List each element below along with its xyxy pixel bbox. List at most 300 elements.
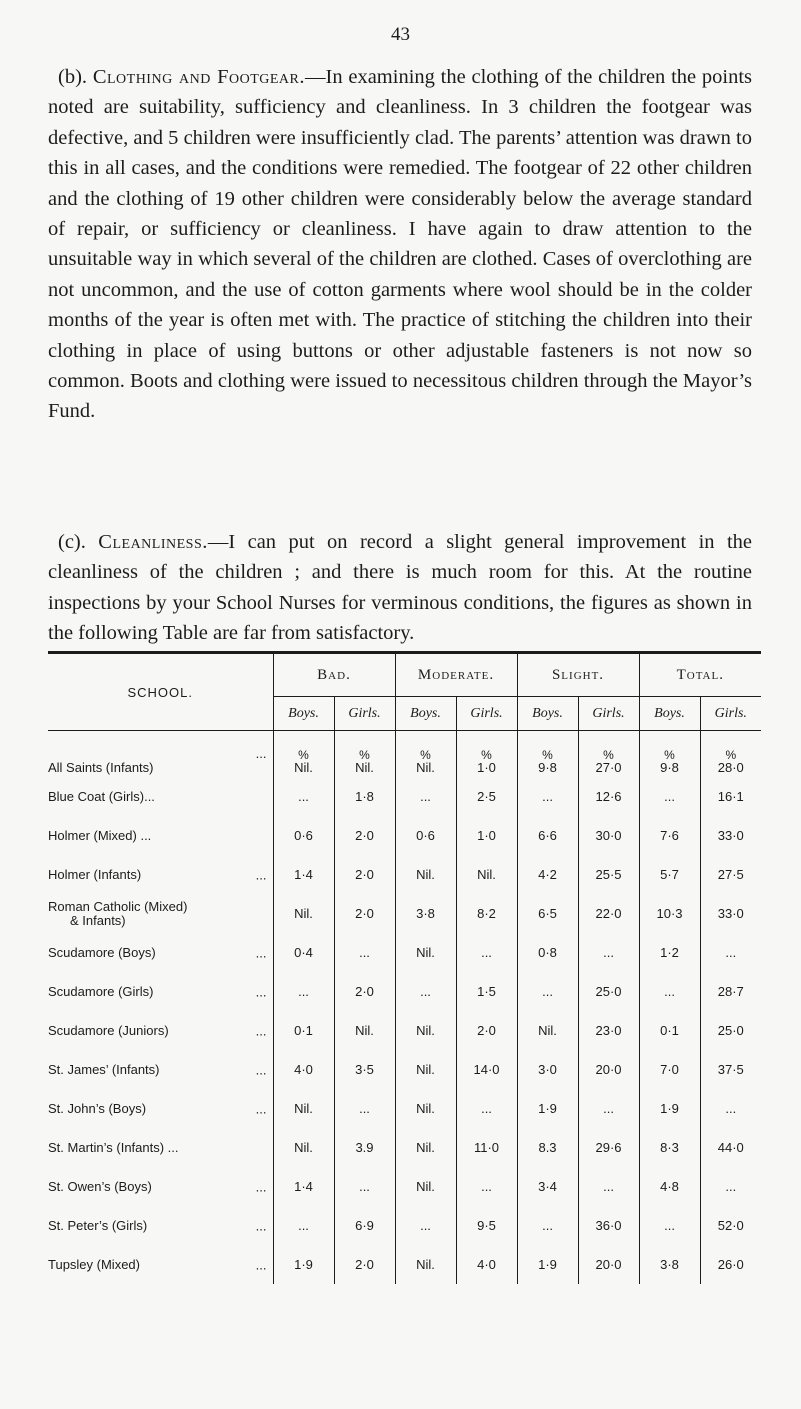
value-cell <box>639 972 700 1011</box>
school-name-cell <box>48 1128 273 1167</box>
value-text: ... <box>542 789 553 804</box>
value-cell <box>395 1050 456 1089</box>
value-text: 9·5 <box>477 1218 496 1233</box>
value-text: Nil. <box>416 1023 435 1038</box>
percent-sign: % <box>420 748 431 762</box>
value-text: 33·0 <box>717 828 744 843</box>
value-cell <box>700 855 761 894</box>
value-cell <box>395 1011 456 1050</box>
section-b-text: —In examining the clothing of the children the points noted are suitability, sufficiency and cleanliness. In 3 children the footgear was defective, and 5 children were insufficiently clad. The parents’ attention was drawn to this in all cases, and the conditions were remedied. The footgear of 22 other children and the clothing of 19 other children were considerably below the average standard of repair, or sufficiency or cleanliness. I have again to draw attention to the unsuitable way in which several of the children are clothed. Cases of overclothing are not uncommon, and the use of cotton garments where wool should be in the colder months of the year is often met with. The practice of stitching the children into their clothing in place of using buttons or other adjustable fasteners is not now so common. Boots and clothing were issued to necessitous children through the Mayor’s Fund. <box>48 66 753 423</box>
value-cell <box>517 816 578 855</box>
value-cell <box>334 933 395 972</box>
value-text: Nil. <box>416 1062 435 1077</box>
value-cell <box>700 1245 761 1284</box>
value-cell <box>334 1206 395 1245</box>
value-cell <box>334 1245 395 1284</box>
value-text: 0·4 <box>294 945 313 960</box>
value-cell <box>700 731 761 778</box>
percent-sign: % <box>725 748 737 762</box>
value-text: 36·0 <box>595 1218 622 1233</box>
value-cell <box>395 777 456 816</box>
dot-leader: ... <box>255 1101 267 1116</box>
value-text: 25·0 <box>717 1023 744 1038</box>
value-cell <box>456 855 517 894</box>
group-header-bad: Bad. <box>273 653 395 697</box>
value-cell <box>517 1011 578 1050</box>
value-text: 4·8 <box>660 1179 679 1194</box>
value-text: ... <box>664 1218 675 1233</box>
value-text: 2·0 <box>355 906 374 921</box>
value-cell <box>578 855 639 894</box>
value-text: 2·0 <box>355 867 374 882</box>
value-text: ... <box>481 1179 492 1194</box>
value-text: 0·8 <box>538 945 557 960</box>
value-cell <box>517 731 578 778</box>
dot-leader: ... <box>255 1257 267 1272</box>
value-text: ... <box>359 1101 370 1116</box>
value-cell <box>578 1011 639 1050</box>
value-text: 2·0 <box>355 828 374 843</box>
value-text: 23·0 <box>595 1023 622 1038</box>
value-cell <box>273 1050 334 1089</box>
value-text: Nil. <box>416 1101 435 1116</box>
value-cell <box>273 816 334 855</box>
value-cell <box>578 777 639 816</box>
value-cell <box>273 1128 334 1167</box>
value-cell <box>578 731 639 778</box>
table-row <box>48 731 761 778</box>
value-text: 8.3 <box>538 1140 557 1155</box>
value-cell <box>334 855 395 894</box>
value-cell <box>578 894 639 933</box>
value-text: 3·8 <box>660 1257 679 1272</box>
value-text: ... <box>725 1101 737 1116</box>
value-text: 6·5 <box>538 906 557 921</box>
value-cell <box>639 855 700 894</box>
value-cell <box>456 1206 517 1245</box>
value-text: 27·0 <box>595 760 622 775</box>
subheader-girls: Girls. <box>456 697 517 731</box>
value-cell <box>456 894 517 933</box>
value-text: 2·0 <box>477 1023 496 1038</box>
value-text: 1·9 <box>660 1101 679 1116</box>
table-row <box>48 1128 761 1167</box>
value-text: 25·5 <box>595 867 622 882</box>
value-text: 3·5 <box>355 1062 374 1077</box>
value-cell <box>700 1206 761 1245</box>
section-c-text: —I can put on record a slight general improvement in the cleanliness of the children ; and there is much room for this. At the routine inspections by your School Nurses for verminous conditions, the figures as shown in the following Table are far from satisfactory. <box>48 531 752 645</box>
school-name: Holmer (Infants) <box>48 867 142 882</box>
percent-sign: % <box>603 748 614 762</box>
value-cell <box>700 1050 761 1089</box>
value-cell <box>334 1167 395 1206</box>
value-text: Nil. <box>294 906 313 921</box>
school-name: Roman Catholic (Mixed) <box>48 899 188 914</box>
percent-sign: % <box>664 748 675 762</box>
table-row <box>48 1206 761 1245</box>
value-text: ... <box>481 1101 492 1116</box>
table-row <box>48 1089 761 1128</box>
section-c-heading: Cleanliness. <box>98 531 208 553</box>
subheader-boys: Boys. <box>517 697 578 731</box>
value-cell <box>334 1128 395 1167</box>
school-name: St. John’s (Boys) <box>48 1101 147 1116</box>
value-text: ... <box>420 984 431 999</box>
group-header-total: Total. <box>639 653 761 697</box>
dot-leader: ... <box>255 1218 267 1233</box>
section-c-label: (c). <box>58 531 86 553</box>
school-name-cell <box>48 816 273 855</box>
value-cell <box>334 1050 395 1089</box>
school-name: Holmer (Mixed) ... <box>48 828 152 843</box>
school-name-cell <box>48 731 273 778</box>
value-text: 1·2 <box>660 945 679 960</box>
value-text: 3.9 <box>355 1140 374 1155</box>
value-text: ... <box>725 1179 737 1194</box>
value-cell <box>273 1089 334 1128</box>
value-cell <box>395 1167 456 1206</box>
table-row <box>48 1050 761 1089</box>
dot-leader: ... <box>255 867 267 882</box>
school-name-cell <box>48 1089 273 1128</box>
value-cell <box>517 1050 578 1089</box>
value-text: 4·0 <box>294 1062 313 1077</box>
value-cell <box>700 894 761 933</box>
value-text: 30·0 <box>595 828 622 843</box>
table-row <box>48 1011 761 1050</box>
value-text: 14·0 <box>473 1062 500 1077</box>
value-text: 29·6 <box>595 1140 622 1155</box>
value-text: ... <box>298 789 309 804</box>
value-cell <box>273 972 334 1011</box>
value-cell <box>639 1011 700 1050</box>
value-text: 52·0 <box>717 1218 744 1233</box>
value-cell <box>456 1167 517 1206</box>
table-row <box>48 816 761 855</box>
value-text: 2·0 <box>355 1257 374 1272</box>
value-text: ... <box>664 984 675 999</box>
value-cell <box>517 855 578 894</box>
subheader-girls: Girls. <box>700 697 761 731</box>
value-cell <box>700 1011 761 1050</box>
value-cell <box>639 894 700 933</box>
school-name: Scudamore (Girls) <box>48 984 154 999</box>
value-cell <box>456 1011 517 1050</box>
value-text: Nil. <box>477 867 496 882</box>
value-text: Nil. <box>416 760 435 775</box>
value-text: ... <box>420 789 431 804</box>
value-text: ... <box>359 1179 370 1194</box>
value-text: 4·0 <box>477 1257 496 1272</box>
value-text: ... <box>359 945 370 960</box>
value-cell <box>639 1245 700 1284</box>
dot-leader: ... <box>255 984 267 999</box>
value-cell <box>395 972 456 1011</box>
value-cell <box>456 777 517 816</box>
percent-sign: % <box>359 748 370 762</box>
value-cell <box>517 1206 578 1245</box>
value-cell <box>639 777 700 816</box>
group-header-moderate: Moderate. <box>395 653 517 697</box>
value-text: 26·0 <box>717 1257 744 1272</box>
school-name: Blue Coat (Girls)... <box>48 789 155 804</box>
value-text: 3·0 <box>538 1062 557 1077</box>
value-text: 3·4 <box>538 1179 557 1194</box>
value-text: ... <box>420 1218 431 1233</box>
school-name-cell <box>48 894 273 933</box>
section-b-heading: Clothing and Footgear. <box>92 66 305 88</box>
value-cell <box>395 731 456 778</box>
school-name: Scudamore (Juniors) <box>48 1023 169 1038</box>
value-cell <box>334 1089 395 1128</box>
value-cell <box>517 1167 578 1206</box>
value-cell <box>273 1206 334 1245</box>
value-text: 6·9 <box>355 1218 374 1233</box>
value-cell <box>273 933 334 972</box>
value-text: ... <box>542 984 553 999</box>
value-cell <box>334 972 395 1011</box>
value-cell <box>456 1050 517 1089</box>
value-text: ... <box>603 945 614 960</box>
value-cell <box>700 1167 761 1206</box>
value-text: 8·2 <box>477 906 496 921</box>
value-cell <box>395 933 456 972</box>
table-row <box>48 1245 761 1284</box>
value-cell <box>273 777 334 816</box>
value-text: 27·5 <box>717 867 744 882</box>
value-cell <box>578 933 639 972</box>
value-cell <box>517 1128 578 1167</box>
value-cell <box>578 1245 639 1284</box>
value-cell <box>517 894 578 933</box>
value-text: 33·0 <box>717 906 744 921</box>
value-text: ... <box>603 1179 614 1194</box>
value-cell <box>395 1206 456 1245</box>
value-cell <box>456 1089 517 1128</box>
value-text: 20·0 <box>595 1257 622 1272</box>
value-cell <box>578 1206 639 1245</box>
value-text: 2·0 <box>355 984 374 999</box>
table-row <box>48 933 761 972</box>
value-text: 22·0 <box>595 906 622 921</box>
school-name-cell <box>48 777 273 816</box>
value-cell <box>517 777 578 816</box>
value-text: ... <box>542 1218 553 1233</box>
value-cell <box>639 1089 700 1128</box>
school-name-cell <box>48 1050 273 1089</box>
value-cell <box>456 972 517 1011</box>
value-text: 9·8 <box>660 760 679 775</box>
value-cell <box>517 972 578 1011</box>
value-text: 37·5 <box>717 1062 744 1077</box>
school-name-cell <box>48 855 273 894</box>
value-text: 1·9 <box>538 1101 557 1116</box>
value-cell <box>456 731 517 778</box>
table-row <box>48 777 761 816</box>
value-text: 1·0 <box>477 828 496 843</box>
value-text: 11·0 <box>473 1140 500 1155</box>
value-cell <box>578 972 639 1011</box>
value-text: 0·6 <box>294 828 313 843</box>
value-cell <box>395 816 456 855</box>
subheader-girls: Girls. <box>334 697 395 731</box>
dot-leader: ... <box>255 1023 267 1038</box>
value-text: ... <box>664 789 675 804</box>
school-name-line2: & Infants) <box>70 913 126 928</box>
school-name: Tupsley (Mixed) <box>48 1257 140 1272</box>
dot-leader: ... <box>255 945 267 960</box>
value-cell <box>334 816 395 855</box>
value-text: 1·5 <box>477 984 496 999</box>
value-cell <box>517 933 578 972</box>
table-row <box>48 855 761 894</box>
value-cell <box>639 1206 700 1245</box>
value-text: 1·0 <box>477 760 496 775</box>
value-text: 20·0 <box>595 1062 622 1077</box>
value-cell <box>273 855 334 894</box>
school-name: All Saints (Infants) <box>48 760 154 775</box>
value-text: Nil. <box>416 945 435 960</box>
value-cell <box>578 1128 639 1167</box>
value-cell <box>700 777 761 816</box>
value-cell <box>456 933 517 972</box>
value-cell <box>334 731 395 778</box>
value-cell <box>700 972 761 1011</box>
value-text: Nil. <box>416 867 435 882</box>
cleanliness-paragraph <box>48 527 752 649</box>
school-name: St. Owen’s (Boys) <box>48 1179 152 1194</box>
value-text: Nil. <box>416 1257 435 1272</box>
value-cell <box>273 1167 334 1206</box>
value-text: Nil. <box>294 1140 313 1155</box>
page-number: 43 <box>391 24 410 45</box>
value-cell <box>456 1128 517 1167</box>
value-text: 3·8 <box>416 906 435 921</box>
value-text: 8·3 <box>660 1140 679 1155</box>
value-cell <box>700 1128 761 1167</box>
subheader-girls: Girls. <box>578 697 639 731</box>
value-text: Nil. <box>355 760 374 775</box>
value-text: ... <box>603 1101 614 1116</box>
table-row <box>48 972 761 1011</box>
value-text: Nil. <box>294 1101 313 1116</box>
percent-sign: % <box>481 748 492 762</box>
value-text: Nil. <box>416 1179 435 1194</box>
value-text: 25·0 <box>595 984 622 999</box>
value-cell <box>395 1089 456 1128</box>
value-cell <box>334 1011 395 1050</box>
section-b-label: (b). <box>58 66 88 88</box>
value-text: 1·9 <box>294 1257 313 1272</box>
school-name-cell <box>48 972 273 1011</box>
value-text: 1·4 <box>294 1179 313 1194</box>
school-name-cell <box>48 933 273 972</box>
value-text: 44·0 <box>717 1140 744 1155</box>
value-text: 5·7 <box>660 867 679 882</box>
dot-leader: ... <box>255 1179 267 1194</box>
school-name: Scudamore (Boys) <box>48 945 156 960</box>
value-cell <box>517 1245 578 1284</box>
value-cell <box>273 1245 334 1284</box>
value-text: 2·5 <box>477 789 496 804</box>
value-cell <box>639 1167 700 1206</box>
value-cell <box>517 1089 578 1128</box>
value-cell <box>395 894 456 933</box>
value-text: Nil. <box>355 1023 374 1038</box>
value-text: 1·8 <box>355 789 374 804</box>
value-text: ... <box>298 984 309 999</box>
value-text: 0·1 <box>294 1023 313 1038</box>
value-cell <box>395 1128 456 1167</box>
value-cell <box>639 816 700 855</box>
value-text: 1·9 <box>538 1257 557 1272</box>
value-text: 16·1 <box>717 789 744 804</box>
value-text: 7·0 <box>660 1062 679 1077</box>
value-cell <box>273 731 334 778</box>
value-text: 7·6 <box>660 828 679 843</box>
value-cell <box>639 933 700 972</box>
value-cell <box>639 1050 700 1089</box>
value-cell <box>578 1089 639 1128</box>
value-text: 9·8 <box>538 760 557 775</box>
value-text: 28·7 <box>717 984 744 999</box>
value-cell <box>639 731 700 778</box>
value-cell <box>700 1089 761 1128</box>
subheader-boys: Boys. <box>395 697 456 731</box>
value-text: 12·6 <box>595 789 622 804</box>
school-name: St. Peter’s (Girls) <box>48 1218 148 1233</box>
value-text: 1·4 <box>294 867 313 882</box>
school-name-cell <box>48 1011 273 1050</box>
value-cell <box>700 816 761 855</box>
value-text: ... <box>298 1218 309 1233</box>
value-cell <box>395 1245 456 1284</box>
school-name: St. James’ (Infants) <box>48 1062 160 1077</box>
value-text: ... <box>481 945 492 960</box>
value-cell <box>578 1050 639 1089</box>
value-cell <box>456 1245 517 1284</box>
value-cell <box>334 777 395 816</box>
percent-sign: % <box>542 748 553 762</box>
value-text: 0·6 <box>416 828 435 843</box>
school-name-cell <box>48 1167 273 1206</box>
value-cell <box>456 816 517 855</box>
dot-leader: ... <box>255 746 267 761</box>
subheader-boys: Boys. <box>639 697 700 731</box>
value-text: 4·2 <box>538 867 557 882</box>
table-row <box>48 1167 761 1206</box>
subheader-boys: Boys. <box>273 697 334 731</box>
school-column-header: SCHOOL. <box>48 653 273 731</box>
table-row <box>48 894 761 933</box>
school-name-cell <box>48 1245 273 1284</box>
dot-leader: ... <box>255 1062 267 1077</box>
value-cell <box>395 855 456 894</box>
group-header-slight: Slight. <box>517 653 639 697</box>
value-text: ... <box>725 945 737 960</box>
value-cell <box>273 894 334 933</box>
value-text: 10·3 <box>656 906 683 921</box>
value-cell <box>639 1128 700 1167</box>
value-cell <box>578 816 639 855</box>
value-text: Nil. <box>538 1023 557 1038</box>
value-cell <box>273 1011 334 1050</box>
value-cell <box>578 1167 639 1206</box>
value-cell <box>334 894 395 933</box>
school-name-cell <box>48 1206 273 1245</box>
value-text: 28·0 <box>717 760 744 775</box>
value-cell <box>700 933 761 972</box>
